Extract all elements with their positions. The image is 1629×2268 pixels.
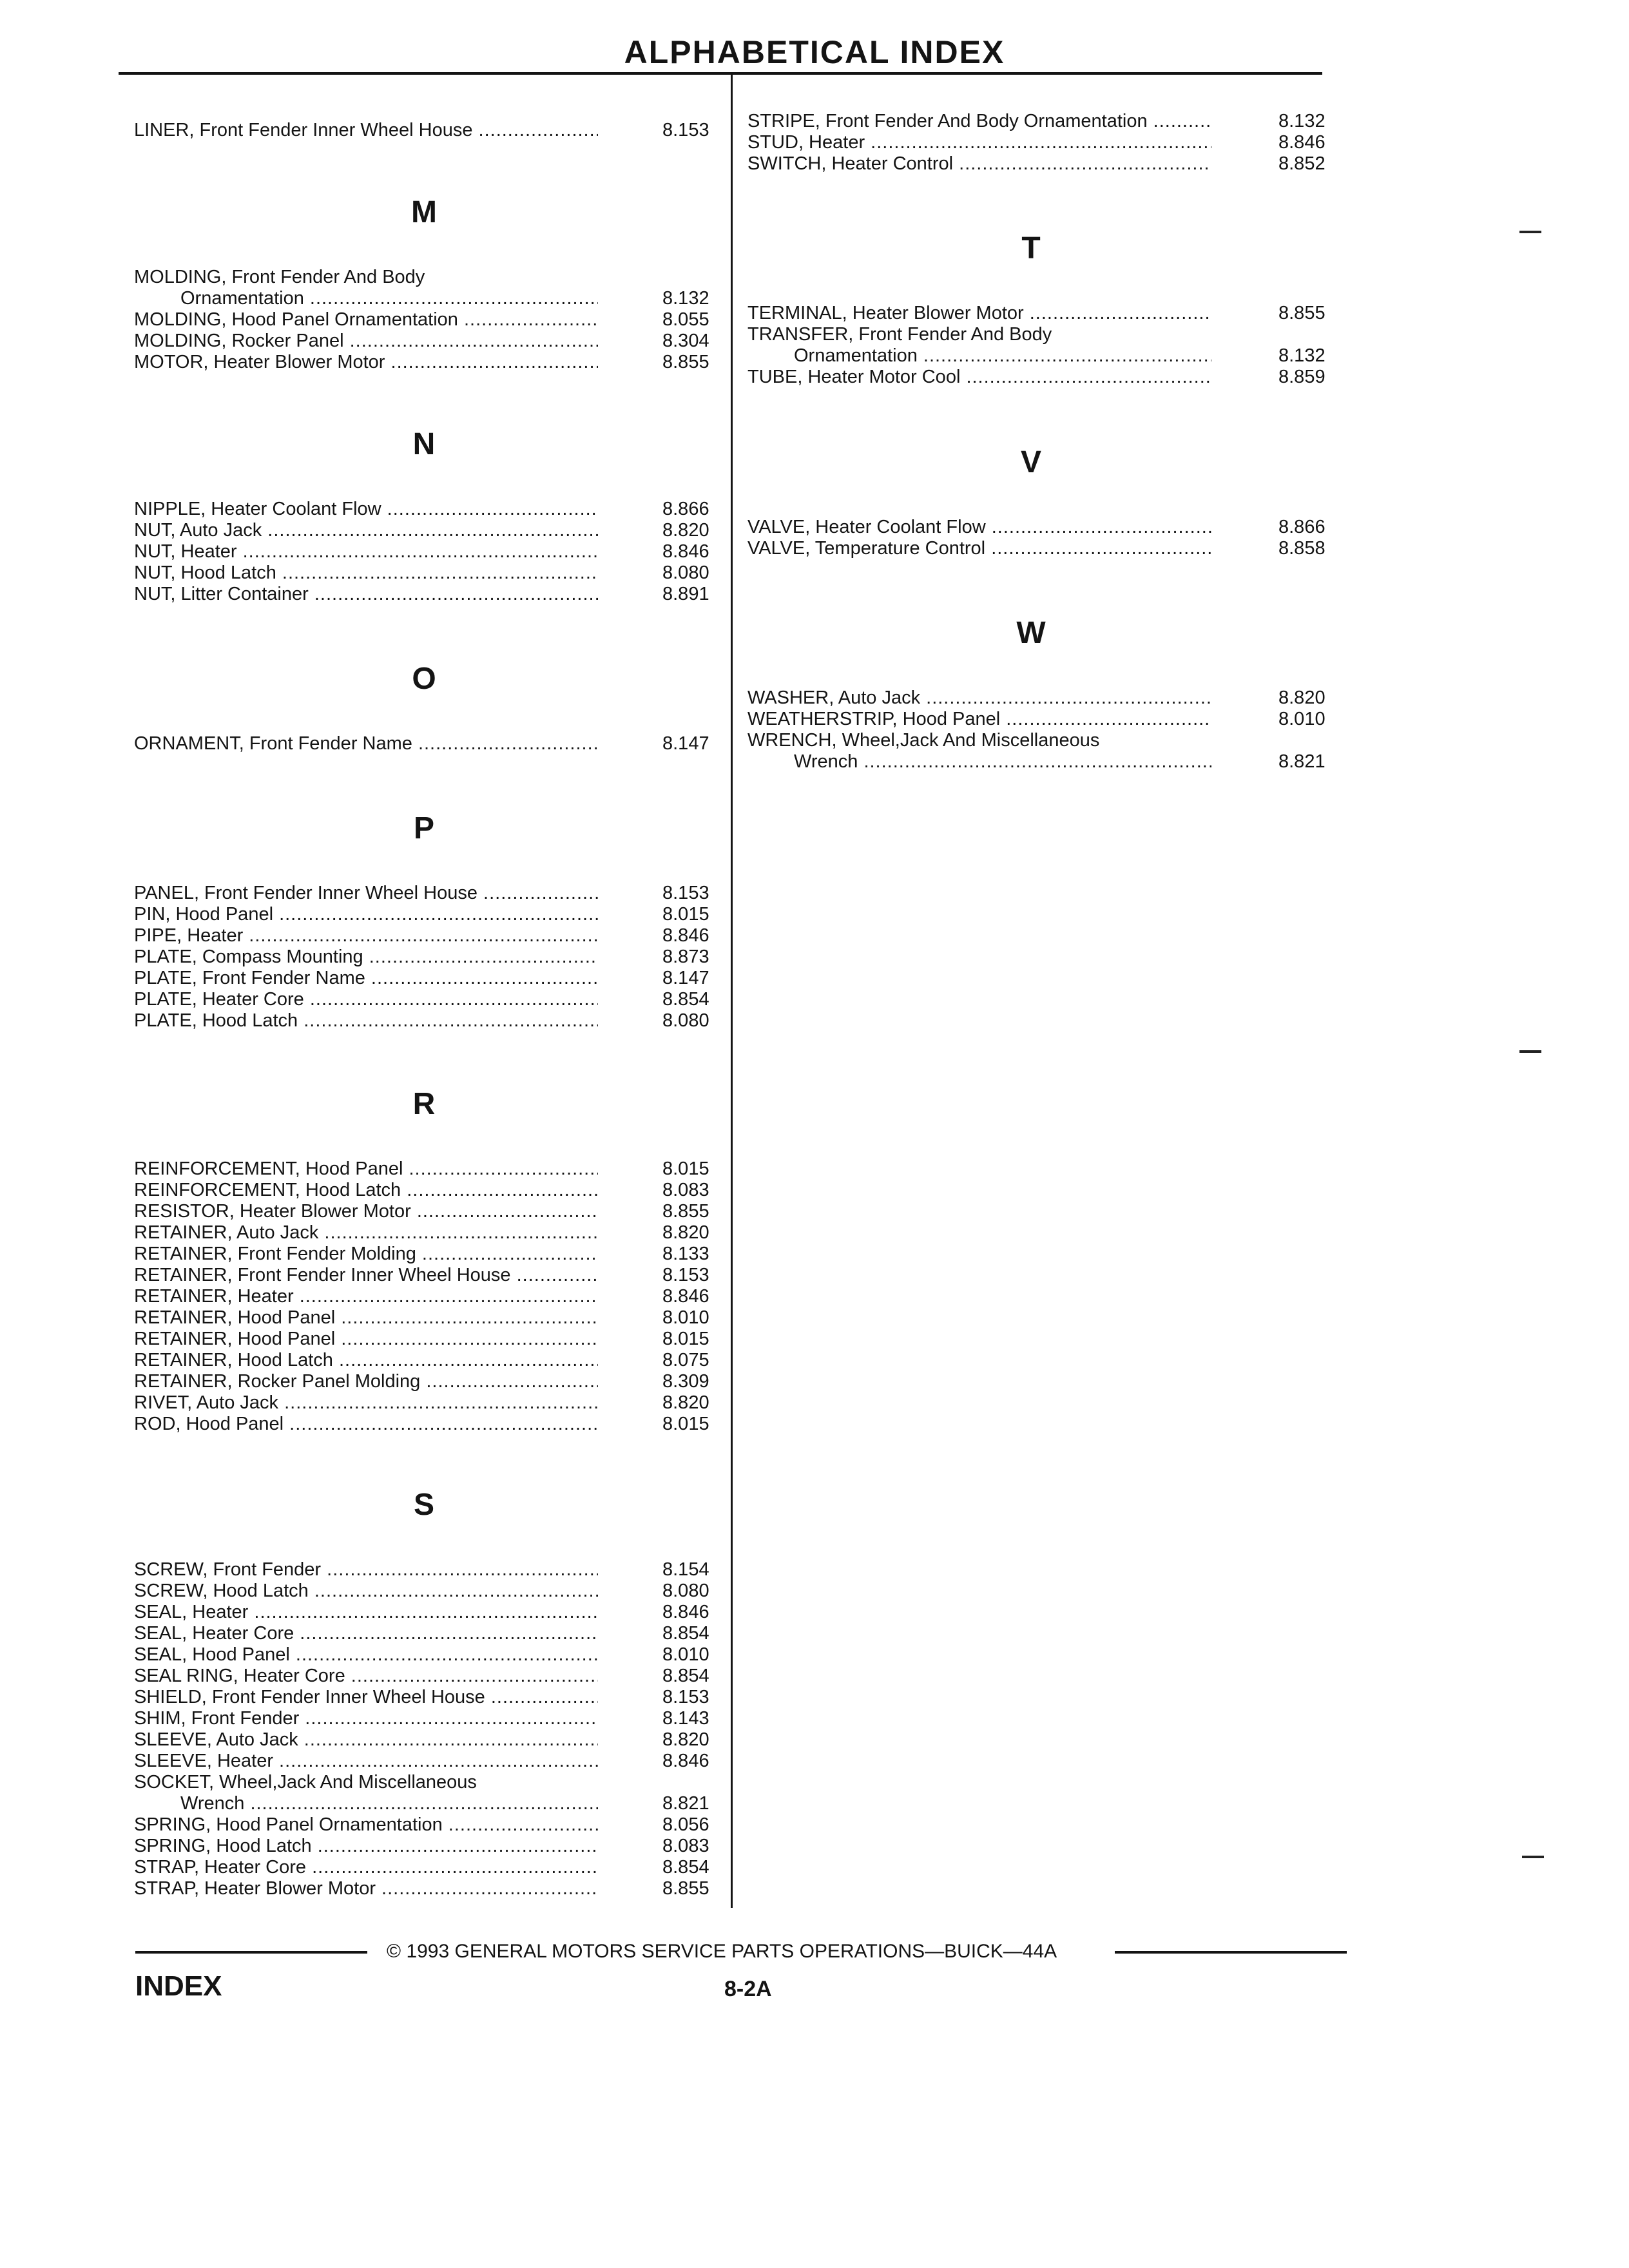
entry-page-number: 8.846 [662,925,709,946]
section-letter: M [411,195,437,229]
entry-name: PIPE, Heater ..... [134,925,598,947]
entry-name: TERMINAL, Heater Blower Motor ..... [747,303,1211,324]
footer-copyright: © 1993 GENERAL MOTORS SERVICE PARTS OPERATIONS—BUICK—44A [387,1941,1057,1962]
index-entry [134,584,709,610]
entry-name: SHIELD, Front Fender Inner Wheel House ..... [134,1687,598,1708]
entry-page-number: 8.866 [662,499,709,519]
entry-continuation: Wrench ..... [180,1793,598,1814]
entry-page-number: 8.846 [662,1286,709,1307]
entry-page-number: 8.846 [662,541,709,562]
entry-page-number: 8.083 [662,1836,709,1856]
entry-name: SEAL RING, Heater Core ..... [134,1666,598,1687]
footer-page-number: 8-2A [724,1977,772,2001]
entry-page-number: 8.147 [662,733,709,754]
entry-name: SPRING, Hood Panel Ornamentation ..... [134,1814,598,1836]
entry-name: WEATHERSTRIP, Hood Panel ..... [747,709,1211,730]
entry-name: SOCKET, Wheel,Jack And Miscellaneous [134,1772,477,1792]
entry-name: NUT, Hood Latch ..... [134,562,598,584]
entry-name: SLEEVE, Heater ..... [134,1751,598,1772]
entry-name: NUT, Heater ..... [134,541,598,562]
entry-name: TUBE, Heater Motor Cool ..... [747,367,1211,388]
entry-name: NIPPLE, Heater Coolant Flow ..... [134,499,598,520]
entry-page-number: 8.304 [662,331,709,351]
entry-page-number: 8.080 [662,1010,709,1031]
entry-continuation: Ornamentation ..... [180,288,598,309]
entry-page-number: 8.056 [662,1814,709,1835]
entry-name: STRAP, Heater Blower Motor ..... [134,1878,598,1899]
entry-page-number: 8.852 [1278,153,1325,174]
section-letter: W [1016,616,1046,650]
entry-page-number: 8.858 [1278,538,1325,559]
entry-name: PANEL, Front Fender Inner Wheel House ..... [134,883,598,904]
entry-name: SEAL, Heater ..... [134,1602,598,1623]
entry-name: RETAINER, Hood Panel ..... [134,1329,598,1350]
entry-page-number: 8.133 [662,1244,709,1264]
entry-name: WRENCH, Wheel,Jack And Miscellaneous [747,730,1100,751]
entry-name: RETAINER, Front Fender Inner Wheel House ..... [134,1265,598,1286]
margin-mark [1522,1856,1544,1858]
entry-name: NUT, Auto Jack ..... [134,520,598,541]
entry-name: REINFORCEMENT, Hood Panel ..... [134,1158,598,1180]
entry-name: RETAINER, Heater ..... [134,1286,598,1307]
entry-name: NUT, Litter Container ..... [134,584,598,605]
footer-rule-left [135,1951,367,1954]
entry-name: ROD, Hood Panel ..... [134,1414,598,1435]
entry-page-number: 8.854 [662,1857,709,1878]
entry-page-number: 8.820 [662,520,709,541]
entry-page-number: 8.083 [662,1180,709,1200]
section-letter: R [412,1087,436,1121]
entry-continuation: Wrench ..... [794,751,1211,773]
entry-name: SHIM, Front Fender ..... [134,1708,598,1729]
entry-name: MOTOR, Heater Blower Motor ..... [134,352,598,373]
entry-name: SEAL, Hood Panel ..... [134,1644,598,1666]
index-entry [747,153,1325,180]
section-letter: N [412,427,436,461]
entry-name: RETAINER, Hood Panel ..... [134,1307,598,1329]
section-letter: P [413,811,434,845]
entry-page-number: 8.855 [1278,303,1325,323]
page-title: ALPHABETICAL INDEX [624,34,1005,70]
entry-page-number: 8.143 [662,1708,709,1729]
title-rule [119,72,1322,75]
entry-page-number: 8.854 [662,1623,709,1644]
entry-page-number: 8.855 [662,1878,709,1899]
entry-page-number: 8.153 [662,120,709,140]
entry-name: SPRING, Hood Latch ..... [134,1836,598,1857]
entry-name: RETAINER, Rocker Panel Molding ..... [134,1371,598,1392]
entry-continuation: Ornamentation ..... [794,345,1211,367]
index-entry [134,733,709,760]
entry-page-number: 8.891 [662,584,709,604]
entry-page-number: 8.820 [662,1729,709,1750]
entry-name: TRANSFER, Front Fender And Body [747,324,1052,345]
entry-name: RETAINER, Front Fender Molding ..... [134,1244,598,1265]
entry-page-number: 8.153 [662,1265,709,1285]
entry-name: PLATE, Heater Core ..... [134,989,598,1010]
entry-page-number: 8.015 [662,1158,709,1179]
entry-page-number: 8.015 [662,1329,709,1349]
entry-page-number: 8.154 [662,1559,709,1580]
entry-page-number: 8.080 [662,562,709,583]
entry-page-number: 8.015 [662,1414,709,1434]
entry-name: RETAINER, Auto Jack ..... [134,1222,598,1244]
entry-page-number: 8.132 [1278,345,1325,366]
entry-name: REINFORCEMENT, Hood Latch ..... [134,1180,598,1201]
entry-page-number: 8.846 [662,1751,709,1771]
entry-name: SWITCH, Heater Control ..... [747,153,1211,175]
entry-name: RIVET, Auto Jack ..... [134,1392,598,1414]
section-letter: O [412,662,436,696]
entry-page-number: 8.821 [662,1793,709,1814]
index-entry [747,538,1325,564]
entry-page-number: 8.859 [1278,367,1325,387]
entry-name: VALVE, Heater Coolant Flow ..... [747,517,1211,538]
entry-page-number: 8.821 [1278,751,1325,772]
entry-name: STRIPE, Front Fender And Body Ornamentation ..... [747,111,1211,132]
entry-name: STRAP, Heater Core ..... [134,1857,598,1878]
section-letter: V [1020,445,1041,479]
entry-name: WASHER, Auto Jack ..... [747,687,1211,709]
entry-name: PLATE, Compass Mounting ..... [134,947,598,968]
entry-name: SCREW, Hood Latch ..... [134,1581,598,1602]
entry-name: MOLDING, Hood Panel Ornamentation ..... [134,309,598,331]
entry-page-number: 8.147 [662,968,709,988]
entry-page-number: 8.309 [662,1371,709,1392]
entry-page-number: 8.010 [662,1307,709,1328]
index-entry [134,120,709,146]
entry-page-number: 8.153 [662,1687,709,1707]
entry-page-number: 8.132 [1278,111,1325,131]
entry-name: RETAINER, Hood Latch ..... [134,1350,598,1371]
entry-page-number: 8.854 [662,1666,709,1686]
entry-page-number: 8.873 [662,947,709,967]
margin-mark [1519,1050,1541,1053]
entry-page-number: 8.855 [662,1201,709,1222]
index-entry [134,1010,709,1037]
entry-name: SEAL, Heater Core ..... [134,1623,598,1644]
entry-page-number: 8.055 [662,309,709,330]
entry-page-number: 8.010 [662,1644,709,1665]
entry-page-number: 8.846 [1278,132,1325,153]
index-entry [747,367,1325,393]
entry-name: MOLDING, Front Fender And Body [134,267,425,287]
entry-name: SLEEVE, Auto Jack ..... [134,1729,598,1751]
entry-page-number: 8.010 [1278,709,1325,729]
entry-name: MOLDING, Rocker Panel ..... [134,331,598,352]
entry-page-number: 8.080 [662,1581,709,1601]
entry-page-number: 8.866 [1278,517,1325,537]
section-letter: T [1021,231,1041,265]
column-divider [731,75,733,1908]
entry-name: SCREW, Front Fender ..... [134,1559,598,1581]
entry-page-number: 8.820 [662,1222,709,1243]
entry-page-number: 8.854 [662,989,709,1010]
entry-name: RESISTOR, Heater Blower Motor ..... [134,1201,598,1222]
entry-page-number: 8.846 [662,1602,709,1622]
entry-page-number: 8.153 [662,883,709,903]
entry-name: STUD, Heater ..... [747,132,1211,153]
entry-name: PIN, Hood Panel ..... [134,904,598,925]
entry-page-number: 8.820 [1278,687,1325,708]
entry-name: LINER, Front Fender Inner Wheel House ..... [134,120,598,141]
entry-page-number: 8.820 [662,1392,709,1413]
section-letter: S [413,1488,434,1522]
entry-name: ORNAMENT, Front Fender Name ..... [134,733,598,754]
entry-name: PLATE, Hood Latch ..... [134,1010,598,1032]
entry-page-number: 8.015 [662,904,709,925]
entry-page-number: 8.132 [662,288,709,309]
entry-page-number: 8.075 [662,1350,709,1370]
index-entry [134,1414,709,1440]
footer-rule-right [1115,1951,1347,1954]
index-entry [134,1878,709,1905]
entry-name: VALVE, Temperature Control ..... [747,538,1211,559]
index-entry [134,352,709,378]
margin-mark [1519,231,1541,233]
entry-page-number: 8.855 [662,352,709,372]
entry-name: PLATE, Front Fender Name ..... [134,968,598,989]
footer-section-label: INDEX [135,1970,222,2002]
